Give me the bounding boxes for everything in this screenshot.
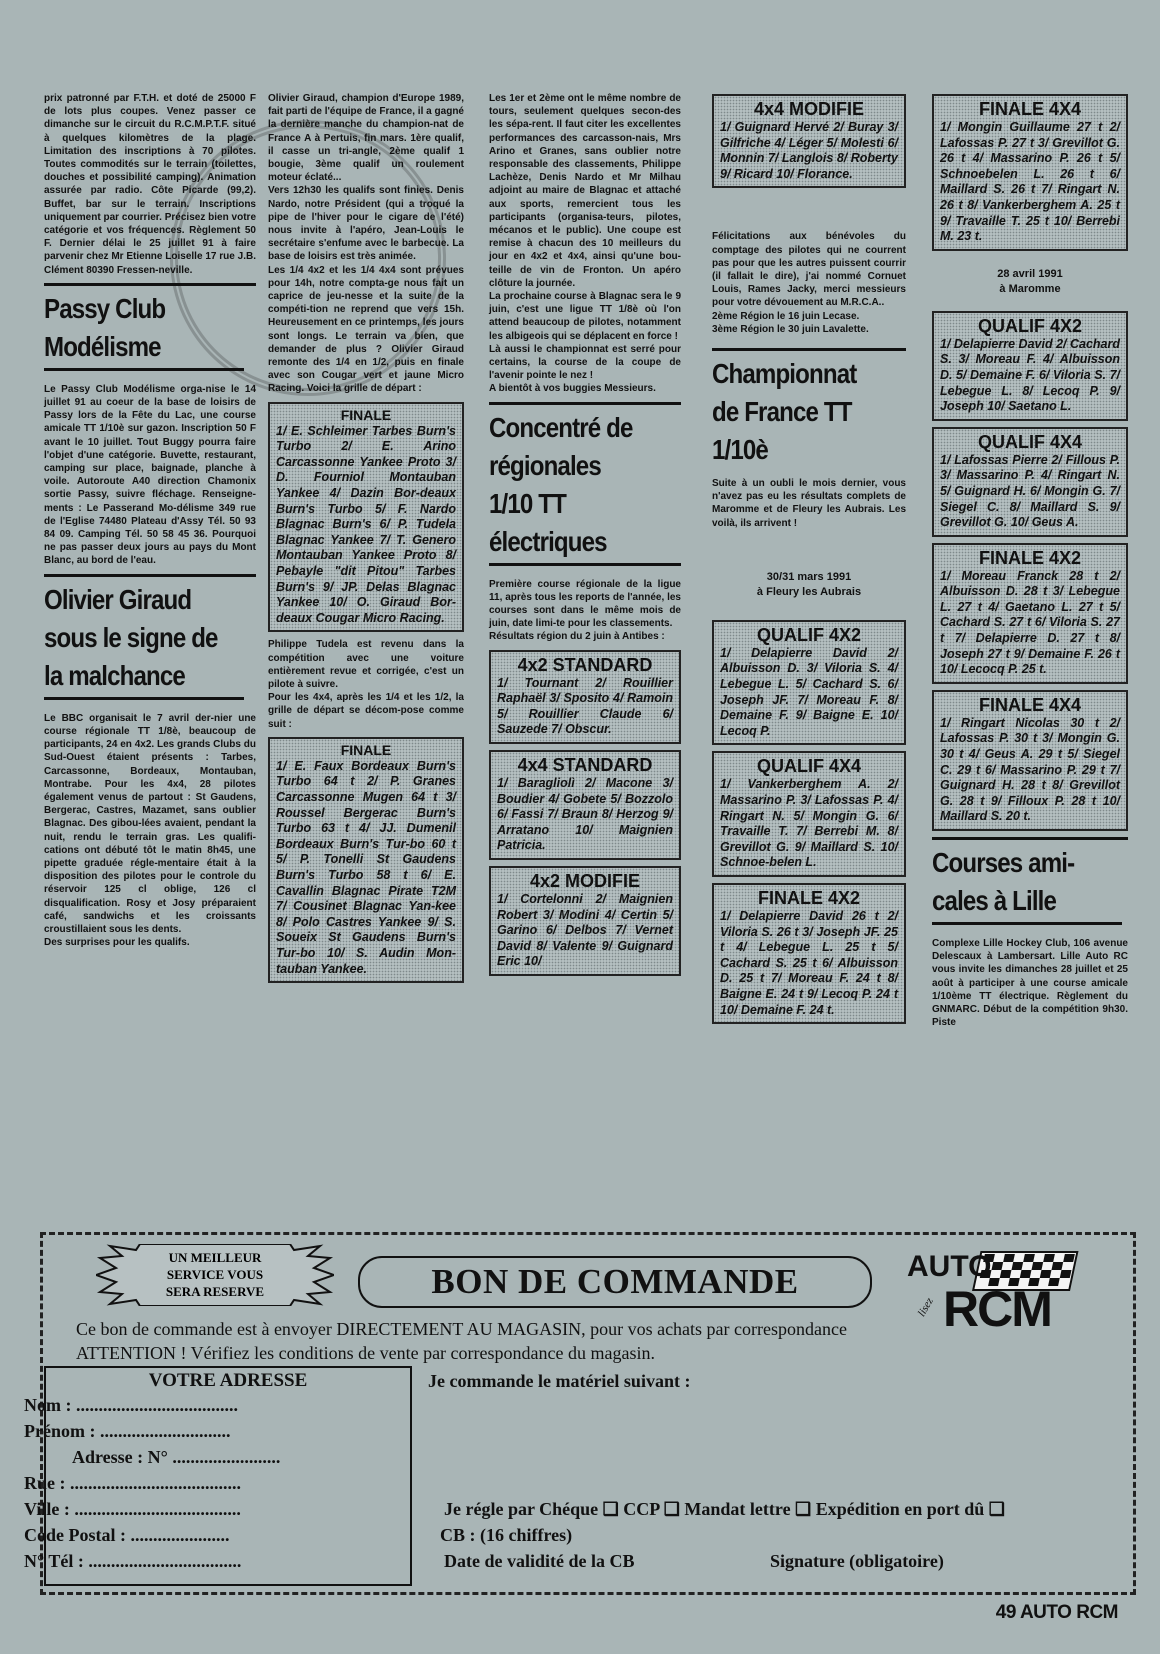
rue-field[interactable]: Rue : ......................................: [24, 1473, 241, 1493]
divider: [712, 348, 906, 351]
results-box-finale-4x4: [932, 690, 1128, 831]
box-body: 1/ Delapierre David 26 t 2/ Viloria S. 26 t 3/ Joseph JF. 25 t 4/ Lebegue L. 25 t 5/ Cachard S. 25 t 6/ Albuisson D. 25 t 7/ Moreau F. 24 t 8/ Baigne E. 24 t 9/ Lecoq P. 24 t 10/ Demaine F. 24 t.: [720, 908, 898, 1017]
headline-concentre-3: 1/10 TT: [489, 487, 566, 519]
cb-validity-field[interactable]: Date de validité de la CB: [444, 1551, 635, 1571]
box-body: 1/ E. Faux Bordeaux Burn's Turbo 64 t 2/ P. Granes Carcassonne Mugen 64 t 3/ Roussel Bergerac Burn's Turbo 63 t 4/ JJ. Dumenil Bordeaux Burn's Tur-bo 60 t 5/ P. Tonelli St Gaudens Burn's Turbo 58 t 6/ E. Cavallin Blagnac Pirate T2M 7/ Cousinet Blagnac Yan-kee 8/ Polo Castres Yankee 9/ S. Soueix St Gaudens Burn's Tur-bo 10/ S. Audin Mon-tauban Yankee.: [276, 758, 456, 976]
results-box-4x2-standard: [489, 650, 681, 744]
col2-text-3: Les 1/4 4x2 et les 1/4 4x4 sont prévues pour 14h, notre compta-ge nous fait un caprice de jeu-nesse et la suite de la compéti-tion ne reprend que vers 15h. Heureusement en ce printemps, les jours sont longs. Le terrain va bien, que demander de plus ? Olivier Giraud remonte des 1/4 en 1/2, puis en finale avec son Cougar vert et jaune Micro Racing. Voici la grille de départ :: [268, 264, 464, 395]
headline-passy-1: Passy Club: [44, 292, 166, 324]
box-title: QUALIF 4X4: [977, 431, 1083, 452]
box-body: 1/ Cortelonni 2/ Maignien Robert 3/ Modini 4/ Certin 5/ Garino 6/ Delbos 7/ Vernet David 8/ Valente 9/ Guignard Eric 10/: [497, 892, 673, 969]
ville-field[interactable]: Ville : .....................................: [24, 1499, 241, 1519]
box-body: 1/ Mongin Guillaume 27 t 2/ Lafossas P. 27 t 3/ Grevillot G. 26 t 4/ Massarino P. 26 t 5/ Schnoebelen L. 26 t 6/ Maillard S. 26 t 7/ Ringart N. 26 t 8/ Vankerberghem A. 25 t 9/ Travaille T. 25 t 10/ Berrebi M. 23 t.: [940, 120, 1120, 244]
col3-text-2: La prochaine course à Blagnac sera le 9 juin, c'est une ligue TT 1/8è où l'on attend beaucoup de pilotes, notamment les albigeois qui se déplacent en force !: [489, 291, 681, 342]
badge-line-2: SERVICE VOUS: [166, 1267, 264, 1282]
headline-passy-2: Modélisme: [44, 330, 161, 362]
divider: [44, 283, 256, 286]
logo-rcm: RCM: [943, 1281, 1051, 1332]
box-body: 1/ Lafossas Pierre 2/ Fillous P. 3/ Massarino P. 4/ Ringart N. 5/ Guignard H. 6/ Mongin G. 7/ Siegel C. 8/ Maillard S. 9/ Grevillot G. 10/ Geus A.: [940, 452, 1120, 530]
form-warning-line: ATTENTION ! Vérifiez les conditions de vente par correspondance du magasin.: [76, 1343, 655, 1363]
col2-text-2: Vers 12h30 les qualifs sont finies. Denis Nardo, notre Président (qui a troqué la pipe de l'hiver pour le cigare de l'été) nous invite à l'apéro, Jean-Louis le secrétaire s'enfume avec le barbecue. La base de loisirs est très animée.: [268, 185, 464, 263]
col2-text-1: Olivier Giraud, champion d'Europe 1989, fait parti de l'équipe de France, il a gagné la dernière manche du champion-nat de France A à Pertuis, fin mars. 1ère qualif, il casse un tri-angle, 2ème qualif 1 bougie, 3ème qualif un roulement moteur éclaté...: [268, 93, 464, 184]
page-footer: 49 AUTO RCM: [995, 1602, 1118, 1623]
giraud-end: Des surprises pour les qualifs.: [44, 937, 190, 949]
headline-championnat-3: 1/10è: [712, 434, 768, 465]
column-5: [932, 92, 1128, 1029]
box-title: FINALE: [340, 741, 392, 758]
results-box-qualif-4x2: [932, 311, 1128, 421]
col3-text-1: Les 1er et 2ème ont le même nombre de tours, seulement quelques secon-des les sépa-rent. Il faut citer les excellentes performances des carcasson-nais, Mrs Arino et Granes, sans oublier notre responsable des classements, Philippe Lachèze, Denis Nardo et Mr Milhau adjoint au maire de Blagnac et attaché aux sports, remercient tous les participants (organisa-teurs, pilotes, mécanos et le public). Une coupe est remise à chacun des 10 meilleurs du jour en 4x2 et 4x4, ainsi qu'une bou-teille de vin de Fronton. Un apéro clôture la journée.: [489, 93, 681, 289]
column-4: [712, 92, 906, 1030]
col2-text-5: Pour les 4x4, après les 1/4 et les 1/2, la grille de départ se décom-pose comme suit :: [268, 692, 464, 730]
results-box-qualif-4x4: [932, 427, 1128, 537]
divider: [932, 837, 1128, 840]
address-box-title: VOTRE ADRESSE: [148, 1370, 308, 1391]
divider: [44, 368, 244, 371]
divider: [489, 563, 681, 566]
headline-giraud-3: la malchance: [44, 659, 185, 691]
headline-lille-2: cales à Lille: [932, 885, 1057, 916]
headline-lille-1: Courses ami-: [932, 847, 1075, 878]
box-title: 4x4 MODIFIE: [753, 99, 865, 119]
box-title: FINALE 4X2: [978, 547, 1082, 568]
col3-text-3: Là aussi le championnat est serré pour certains, la course de la coupe de l'avenir pointe le nez !: [489, 343, 681, 382]
lille-article: Complexe Lille Hockey Club, 106 avenue Delescaux à Lambersart. Lille Auto RC vous invite les dimanches 28 juillet et 25 août à participer à une course amicale 1/10ème TT électrique. Règlement du GNMARC. Début de la compétition 9h30. Piste: [932, 938, 1128, 1029]
box-title: FINALE: [340, 406, 392, 423]
telephone-field[interactable]: N° Tél : ..................................: [24, 1551, 242, 1571]
box-body: 1/ Delapierre David 2/ Cachard S. 3/ Moreau F. 4/ Albuisson D. 5/ Demaine F. 6/ Viloria S. 7/ Lebegue L. 8/ Lecoq P. 9/ Joseph 10/ Saetano L.: [940, 336, 1120, 414]
badge-line-3: SERA RESERVE: [165, 1284, 265, 1299]
cb-number-field[interactable]: CB : (16 chiffres): [440, 1525, 573, 1545]
signature-field[interactable]: Signature (obligatoire): [770, 1551, 944, 1571]
box-title: FINALE 4X4: [978, 694, 1082, 715]
finale-4x2-grid-box: [268, 402, 464, 633]
intro-text: prix patronné par F.T.H. et doté de 25000 F de lots plus coupes. Venez passer ce dimanche sur le circuit du R.C.M.P.T.F. situé à quelques kilomètres de la plage. Limitation des inscriptions à 70 pilotes. Toutes commodités sur le terrain (toilettes, douches et possibilité camping). Animation assurée par radio. Côte Picarde (99,2). Buffet, bar sur le terrain. Inscriptions uniquement par courrier. Précisez bien votre catégorie et vos fréquences. Règlement 50 F. Dernier délai le 25 juillet 91 à faire parvenir chez Mr Etienne Loiselle 17 rue J.B. Clément 80390 Fressen-neville.: [44, 93, 256, 276]
headline-concentre-4: électriques: [489, 525, 607, 557]
col4-text-2: 2ème Région le 16 juin Lecase.: [712, 310, 860, 322]
divider: [44, 574, 256, 577]
box-body: 1/ Moreau Franck 28 t 2/ Albuisson D. 28 t 3/ Lebegue L. 27 t 4/ Gaetano L. 27 t 5/ Cachard S. 27 t 6/ Viloria S. 27 t 7/ Delapierre D. 27 t 8/ Joseph 27 t 9/ Demaine F. 26 t 10/ Lecocq P. 25 t.: [940, 568, 1120, 677]
box-title: QUALIF 4X2: [977, 315, 1083, 336]
results-box-4x4-standard: [489, 750, 681, 860]
headline-championnat-1: Championnat: [712, 358, 857, 389]
results-box-qualif-4x2: [712, 620, 906, 746]
headline-giraud-2: sous le signe de: [44, 621, 218, 653]
badge-line-1: UN MEILLEUR: [168, 1250, 262, 1265]
col2-text-4: Philippe Tudela est revenu dans la compétition avec une voiture entièrement revue et corrigée, c'est un pilote à suivre.: [268, 639, 464, 690]
order-items-label: Je commande le matériel suivant :: [428, 1371, 691, 1391]
box-title: FINALE 4X4: [978, 99, 1082, 119]
event-place: à Fleury les Aubrais: [756, 585, 862, 598]
divider: [932, 922, 1122, 925]
headline-concentre-2: régionales: [489, 449, 601, 481]
order-form-title: BON DE COMMANDE: [358, 1256, 872, 1308]
box-title: QUALIF 4X2: [756, 624, 862, 645]
results-box-4x2-modifie: [489, 866, 681, 976]
col3-text-5: Première course régionale de la ligue 11, après tous les reports de l'année, les courses sont dans le même mois de juin, date limi-te pour les classements.: [489, 578, 681, 630]
service-badge: [96, 1244, 334, 1306]
form-instruction-line: Ce bon de commande est à envoyer DIRECTEMENT AU MAGASIN, pour vos achats par correspondance: [76, 1319, 847, 1339]
box-body: 1/ Ringart Nicolas 30 t 2/ Lafossas P. 30 t 3/ Mongin G. 30 t 4/ Geus A. 29 t 5/ Siegel C. 29 t 6/ Massarino P. 29 t 7/ Guignard H. 28 t 8/ Grevillot G. 28 t 9/ Filloux P. 28 t 10/ Maillard S. 20 t.: [940, 715, 1120, 824]
payment-options[interactable]: Je régle par Chéque ❑ CCP ❑ Mandat lettre ❑ Expédition en port dû ❑: [444, 1499, 1005, 1519]
headline-championnat-2: de France TT: [712, 396, 852, 427]
box-title: QUALIF 4X4: [756, 756, 862, 777]
box-title: 4x2 MODIFIE: [529, 871, 641, 892]
passy-article: Le Passy Club Modélisme orga-nise le 14 juillet 91 au coeur de la base de loisirs de Passy lors de la Fête du Lac, une course amicale TT 1/10è sur gazon. Inscription 50 F avant le 10 juillet. Tout Buggy pourra faire l'objet d'une catégorie. Buvette, restaurant, camping sur place, baignade, planche à voile. Autoroute A40 direction Chamonix sortie Passy, suivre fléchage. Renseigne-ments : Le Passerand Mo-délisme 349 rue de l'Eglise 74480 Plateau d'Assy Tél. 50 93 84 09. Camping Tél. 50 58 45 36. Pourquoi ne pas passer deux jours au pays du Mont Blanc, au bord de l'eau.: [44, 383, 256, 567]
results-box-qualif-4x4: [712, 751, 906, 877]
nom-field[interactable]: Nom : ....................................: [24, 1395, 238, 1415]
event-date: 30/31 mars 1991: [766, 570, 852, 583]
results-box-finale-4x2: [712, 883, 906, 1024]
headline-giraud-1: Olivier Giraud: [44, 583, 192, 615]
results-box-finale-4x4: [932, 94, 1128, 251]
col3-text-4: A bientôt à vos buggies Messieurs.: [489, 383, 656, 395]
col4-text-4: Suite à un oubli le mois dernier, vous n'avez pas eu les résultats complets de Maromme et de Fleury les Aubrais. Les voilà, ils arrivent !: [712, 478, 906, 529]
results-box-4x4-modifie: [712, 94, 906, 188]
box-title: FINALE 4X2: [757, 887, 861, 908]
event-place: à Maromme: [999, 282, 1061, 295]
col3-text-6: Résultats région du 2 juin à Antibes :: [489, 631, 665, 643]
adresse-field[interactable]: Adresse : N° ........................: [72, 1447, 281, 1467]
box-body: 1/ Delapierre David 2/ Albuisson D. 3/ Viloria S. 4/ Lebegue L. 5/ Cachard S. 6/ Joseph JF. 7/ Moreau F. 8/ Demaine F. 9/ Baigne E. 10/ Lecoq P.: [720, 645, 898, 738]
headline-concentre-1: Concentré de: [489, 411, 633, 443]
code-postal-field[interactable]: Code Postal : ......................: [24, 1525, 230, 1545]
column-3: [489, 92, 681, 982]
box-body: 1/ Guignard Hervé 2/ Buray 3/ Gilfriche 4/ Léger 5/ Molesti 6/ Monnin 7/ Langlois 8/ Roberty 9/ Ricard 10/ Florance.: [720, 120, 898, 181]
box-body: 1/ Tournant 2/ Rouillier Raphaël 3/ Sposito 4/ Ramoin 5/ Rouillier Claude 6/ Sauzede 7/ Obscur.: [497, 675, 673, 737]
col4-text-3: 3ème Région le 30 juin Lavalette.: [712, 323, 869, 335]
box-title: 4x2 STANDARD: [517, 654, 653, 675]
box-body: 1/ Vankerberghem A. 2/ Massarino P. 3/ Lafossas P. 4/ Ringart N. 5/ Mongin G. 6/ Travaille T. 7/ Berrebi M. 8/ Grevillot G. 9/ Maillard S. 10/ Schnoe-belen L.: [720, 777, 898, 870]
prenom-field[interactable]: Prénom : .............................: [24, 1421, 231, 1441]
column-1: [44, 92, 256, 949]
finale-4x4-grid-box: [268, 737, 464, 983]
divider: [489, 402, 681, 405]
box-title: 4x4 STANDARD: [517, 755, 653, 776]
giraud-article: Le BBC organisait le 7 avril der-nier une course régionale TT 1/8è, beaucoup de participants, 24 en 4x2. Les grands Clubs du Sud-Ouest étaient présents : Tarbes, Carcassonne, Bordeaux, Montauban, Montrabe. Pour les 4x4, 28 pilotes également venus de partout : St Gaudens, Bergerac, Castres, Mazamet, sans oublier Blagnac. Des gibou-lées avaient, pendant la nuit, rendu le terrain gras. Les qualifi-cations ont débuté tôt le matin 8h45, une pipette graduée régle-mentaire était à la disposition des pilotes pour le controle du réservoir 125 cl oblige, 126 cl disqualification. Rosy et Josy préparaient café, sandwichs et les croissants croustillaient sous les dents.: [44, 712, 256, 935]
divider: [44, 697, 244, 700]
event-date: 28 avril 1991: [997, 267, 1063, 280]
auto-rcm-logo: [905, 1244, 1085, 1332]
column-2: [268, 92, 464, 989]
results-box-finale-4x2: [932, 543, 1128, 684]
logo-auto: AUTO: [907, 1250, 992, 1283]
logo-lisez: lisez: [915, 1295, 936, 1319]
box-body: 1/ Baragliolì 2/ Macone 3/ Boudier 4/ Gobete 5/ Bozzolo 6/ Fassi 7/ Braun 8/ Herzog 9/ Arratano 10/ Maignien Patricia.: [497, 776, 673, 853]
col4-text-1: Félicitations aux bénévoles du comptage des pilotes qui ne courrent pas pour que les autres puissent courrir (il fallait le dire), j'ai nommé Cornuet Louis, Rames Jacky, merci messieurs pour votre dévouement au M.R.C.A..: [712, 231, 906, 309]
box-body: 1/ E. Schleimer Tarbes Burn's Turbo 2/ E. Arino Carcassonne Yankee Proto 3/ D. Fourniol Montauban Yankee 4/ Dazin Bor-deaux Burn's Turbo 5/ F. Nardo Blagnac Burn's 6/ P. Tudela Blagnac Yankee 7/ T. Genero Montauban Yankee Proto 8/ Pebayle "dit Pitou" Tarbes Burn's 9/ JP. Delas Blagnac Yankee 10/ O. Giraud Bor-deaux Cougar Micro Racing.: [276, 423, 456, 625]
